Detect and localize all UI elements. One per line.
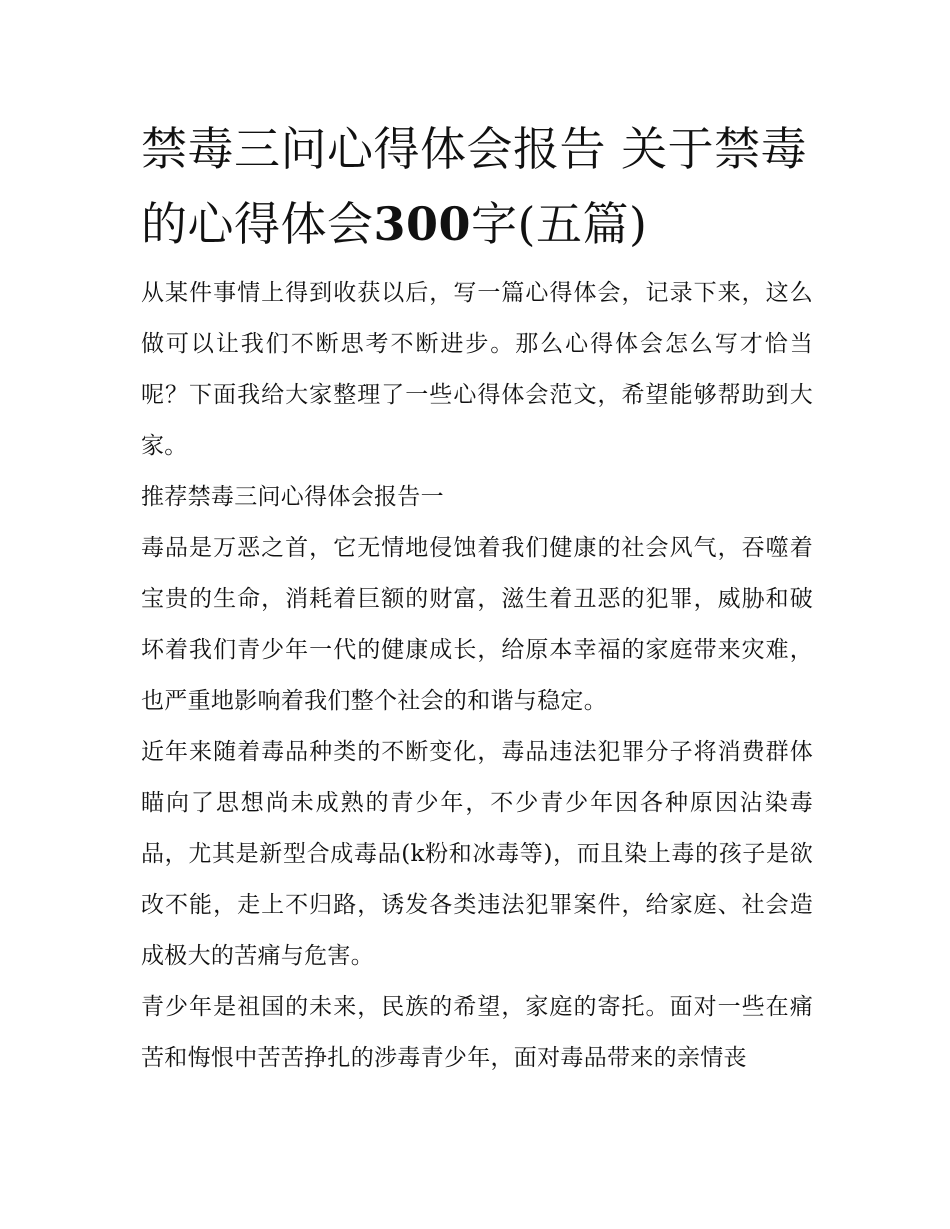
body-paragraph-1: 毒品是万恶之首，它无情地侵蚀着我们健康的社会风气，吞噬着宝贵的生命，消耗着巨额的财富，滋生着丑恶的犯罪，威胁和破坏着我们青少年一代的健康成长，给原本幸福的家庭带来灾难，也严重地影响着我们整个社会的和谐与稳定。 (141, 535, 813, 714)
document-body (141, 112, 813, 1084)
body-paragraph-3: 青少年是祖国的未来，民族的希望，家庭的寄托。面对一些在痛苦和悔恨中苦苦挣扎的涉毒青少年，面对毒品带来的亲情丧 (141, 994, 813, 1071)
title-suffix: 字(五篇) (471, 197, 648, 251)
title-number: 300 (373, 197, 472, 251)
body-paragraph-2: 近年来随着毒品种类的不断变化，毒品违法犯罪分子将消费群体瞄向了思想尚未成熟的青少年，不少青少年因各种原因沾染毒品，尤其是新型合成毒品(k粉和冰毒等)，而且染上毒的孩子是欲改不能，走上不归路，诱发各类违法犯罪案件，给家庭、社会造成极大的苦痛与危害。 (141, 739, 813, 969)
document-title (141, 112, 813, 262)
section-heading: 推荐禁毒三问心得体会报告一 (141, 484, 444, 510)
title-text: 禁毒三问心得体会报告 关于禁毒的心得体会 (141, 122, 808, 251)
intro-paragraph: 从某件事情上得到收获以后，写一篇心得体会，记录下来，这么做可以让我们不断思考不断进步。那么心得体会怎么写才恰当呢？下面我给大家整理了一些心得体会范文，希望能够帮助到大家。 (141, 280, 813, 459)
